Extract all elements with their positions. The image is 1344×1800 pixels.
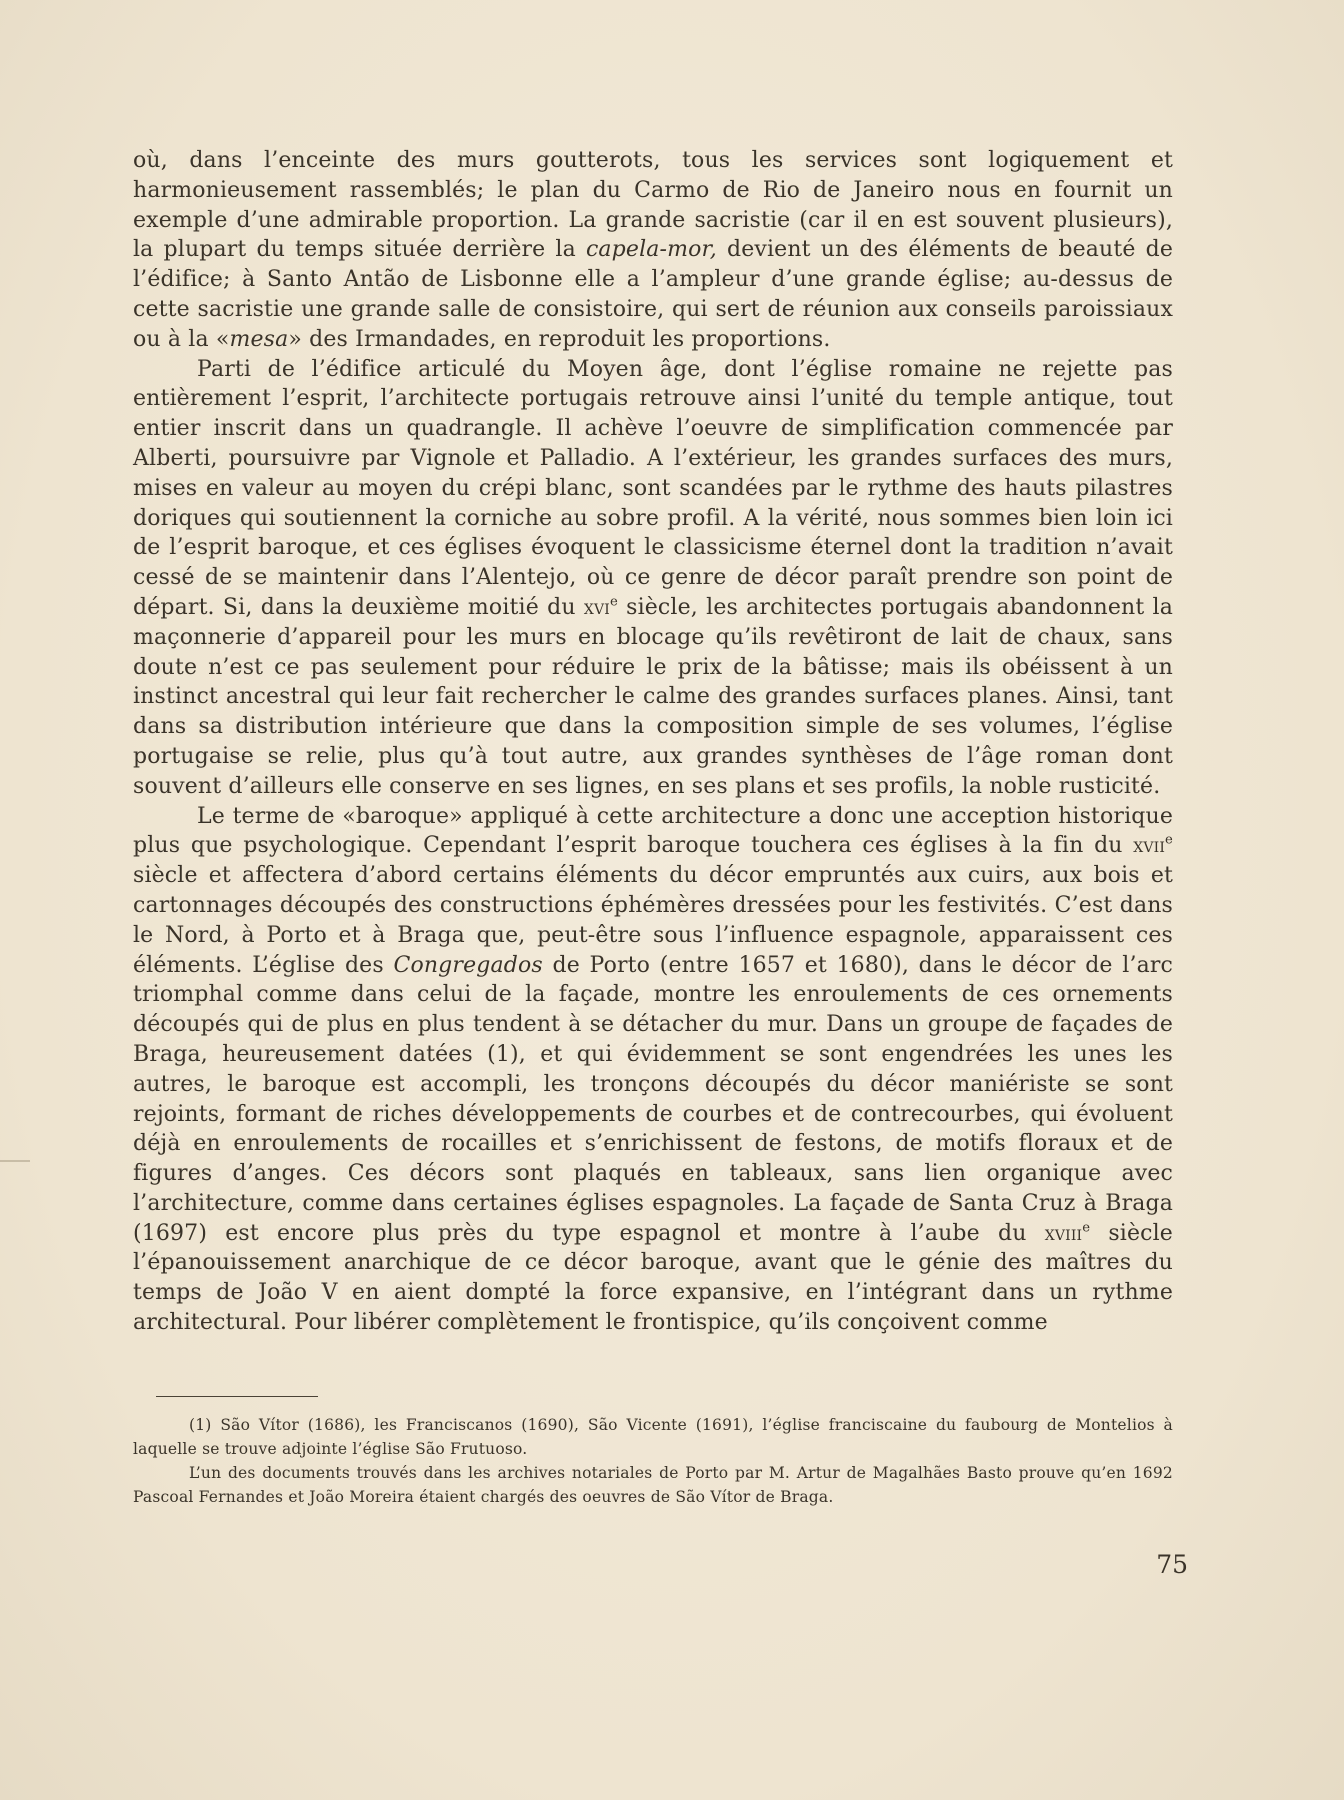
body-text bbox=[133, 146, 1173, 1338]
text-run: xvii bbox=[1133, 833, 1166, 858]
text-run: e bbox=[609, 594, 618, 610]
text-run: e bbox=[1082, 1220, 1091, 1236]
footnote-1: (1) São Vítor (1686), les Franciscanos (1690), São Vicente (1691), l’église franciscaine du faubourg de Montelios à laquelle se trouve adjointe l’église São Frutuoso. bbox=[133, 1416, 1173, 1458]
text-run: xvi bbox=[583, 594, 610, 619]
text-run: siècle, les architectes portugais abandonnent la maçonnerie d’appareil pour les murs en blocage qu’ils revêtiront de lait de chaux, sans doute n’est ce pas seulement pour réduire le prix de la bâtisse; mais ils obéissent à un instinct ancestral qui leur fait rechercher le calme des grandes surfaces planes. Ainsi, tant dans sa distribution intérieure que dans la composition simple de ses volumes, l’église portugaise se relie, plus qu’à tout autre, aux grandes synthèses de l’âge roman dont souvent d’ailleurs elle conserve en ses lignes, en ses plans et ses profils, la noble rusticité. bbox=[133, 594, 1173, 799]
text-run: » des Irmandades, en reproduit les proportions. bbox=[288, 326, 831, 352]
text-run: de Porto (entre 1657 et 1680), dans le décor de l’arc triomphal comme dans celui de la façade, montre les enroulements de ces ornements découpés qui de plus en plus tendent à se détacher du mur. Dans un groupe de façades de Braga, heureusement datées (1), et qui évidemment se sont engendrées les unes les autres, le baroque est accompli, les tronçons découpés du décor maniériste se sont rejoints, formant de riches développements de courbes et de contrecourbes, qui évoluent déjà en enroulements de rocailles et s’enrichissent de festons, de motifs floraux et de figures d’anges. Ces décors sont plaqués en tableaux, sans lien organique avec l’architecture, comme dans certaines églises espagnoles. La façade de Santa Cruz à Braga (1697) est encore plus près du type espagnol et montre à l’aube du bbox=[133, 952, 1174, 1246]
paragraph bbox=[133, 355, 1173, 802]
text-run: Congregados bbox=[393, 952, 543, 978]
text-run: e bbox=[1165, 833, 1173, 848]
text-run: siècle et affectera d’abord certains éléments du décor empruntés aux cuirs, aux bois et cartonnages découpés des constructions éphémères dressées pour les festivités. C’est dans le Nord, à Porto et à Braga que, peut-être sous l’influence espagnole, apparaissent ces éléments. L’église des bbox=[133, 863, 1173, 978]
footnote-2: L’un des documents trouvés dans les archives notariales de Porto par M. Artur de Magalhães Basto prouve qu’en 1692 Pascoal Fernandes et João Moreira étaient chargés des oeuvres de São Vítor de Braga. bbox=[133, 1464, 1173, 1506]
text-run: devient un des éléments de beauté de l’édifice; à Santo Antão de Lisbonne elle a l’ampleur d’une grande église; au-dessus de cette sacristie une grande salle de consistoire, qui sert de réunion aux conseils paroissiaux ou à la « bbox=[133, 237, 1173, 352]
page-number: 75 bbox=[1156, 1550, 1188, 1579]
text-run: siècle l’épanouissement anarchique de ce décor baroque, avant que le génie des maîtres du temps de João V en aient dompté la force expansive, en l’intégrant dans un rythme architectural. Pour libérer complètement le frontispice, qu’ils conçoivent comme bbox=[133, 1220, 1173, 1336]
text-run: Parti de l’édifice articulé du Moyen âge, dont l’église romaine ne rejette pas entièrement l’esprit, l’architecte portugais retrouve ainsi l’unité du temple antique, tout entier inscrit dans un quadrangle. Il achève l’oeuvre de simplification commencée par Alberti, poursuivre par Vignole et Palladio. A l’extérieur, les grandes surfaces des murs, mises en valeur au moyen du crépi blanc, sont scandées par le rythme des hauts pilastres doriques qui soutiennent la corniche au sobre profil. A la vérité, nous sommes bien loin ici de l’esprit baroque, et ces églises évoquent le classicisme éternel dont la tradition n’avait cessé de se maintenir dans l’Alentejo, où ce genre de décor paraît prendre son point de départ. Si, dans la deuxième moitié du bbox=[133, 356, 1173, 620]
paragraph bbox=[133, 802, 1173, 1338]
paragraph bbox=[133, 146, 1173, 355]
text-run: Le terme de «baroque» appliqué à cette architecture a donc une acception historique plus que psychologique. Cependant l’esprit baroque touchera ces églises à la fin du bbox=[133, 803, 1173, 859]
page-edge-mark bbox=[0, 1160, 30, 1162]
footnote-rule bbox=[156, 1396, 318, 1397]
text-run: mesa bbox=[229, 326, 289, 352]
footnotes bbox=[133, 1413, 1173, 1509]
text-run: capela-mor, bbox=[585, 237, 717, 263]
text-run: où, dans l’enceinte des murs goutterots, tous les services sont logiquement et harmonieusement rassemblés; le plan du Carmo de Rio de Janeiro nous en fournit un exemple d’une admirable proportion. La grande sacristie (car il en est souvent plusieurs), la plupart du temps située derrière la bbox=[133, 148, 1173, 263]
text-run: xviii bbox=[1044, 1220, 1083, 1245]
